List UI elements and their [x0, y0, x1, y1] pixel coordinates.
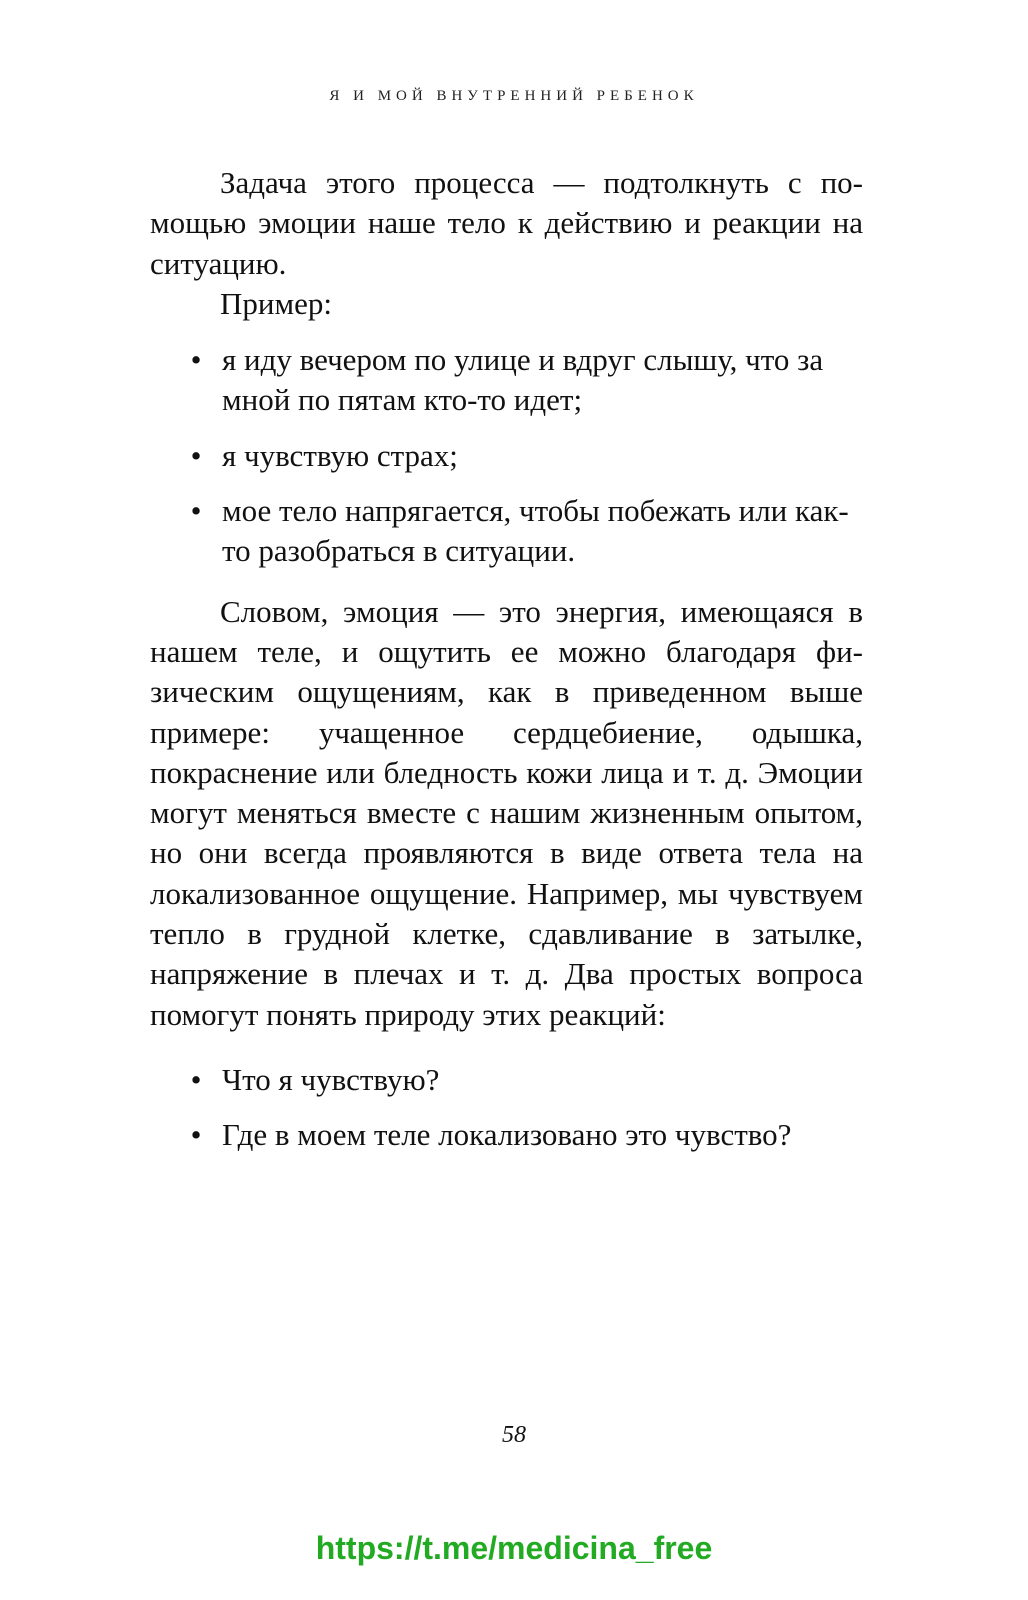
bullet-icon: • — [190, 437, 202, 473]
list-item-text: мое тело напрягается, чтобы побежать или как-то разобраться в ситуации. — [222, 493, 849, 569]
page-body — [150, 163, 863, 1172]
running-title: Я И МОЙ ВНУТРЕННИЙ РЕБЕНОК — [329, 88, 699, 104]
channel-link[interactable]: https://t.me/medicina_free — [315, 1530, 713, 1566]
paragraph-intro: Задача этого процесса — подтолкнуть с помощью эмоции наше тело к действию и реакции на ситуацию. — [150, 165, 863, 281]
bullet-icon: • — [190, 493, 202, 529]
list-item — [150, 340, 863, 421]
paragraph-example-label: Пример: — [220, 285, 332, 321]
paragraph-emotion-energy: Словом, эмоция — это энергия, имеющаяся в нашем теле, и ощутить ее можно благодаря физическим ощущениям, как в приведенном выше примере: учащенное сердцебиение, одышка, покраснение или бледность кожи лица и т. д. Эмоции могут меняться вместе с нашим жизненным опытом, но они всегда проявляются в виде ответа тела на локализованное ощущение. Например, мы чувствуем тепло в грудной клетке, сдавливание в затылке, напряжение в плечах и т. д. Два простых вопроса помогут понять природу этих реакций: — [150, 593, 863, 1032]
list-item — [150, 1060, 863, 1100]
list-item — [150, 436, 863, 476]
list-item — [150, 1115, 863, 1155]
questions-list — [150, 1060, 863, 1156]
list-item-text: Где в моем теле локализовано это чувство? — [222, 1117, 792, 1153]
bullet-icon: • — [190, 1061, 202, 1097]
list-item-text: Что я чувствую? — [222, 1061, 440, 1097]
page-number: 58 — [502, 1422, 526, 1448]
list-item — [150, 491, 863, 572]
bullet-icon: • — [190, 1117, 202, 1153]
example-list — [150, 340, 863, 571]
list-item-text: я иду вечером по улице и вдруг слышу, что за мной по пятам кто-то идет; — [222, 342, 824, 418]
bullet-icon: • — [190, 342, 202, 378]
list-item-text: я чувствую страх; — [222, 437, 458, 473]
